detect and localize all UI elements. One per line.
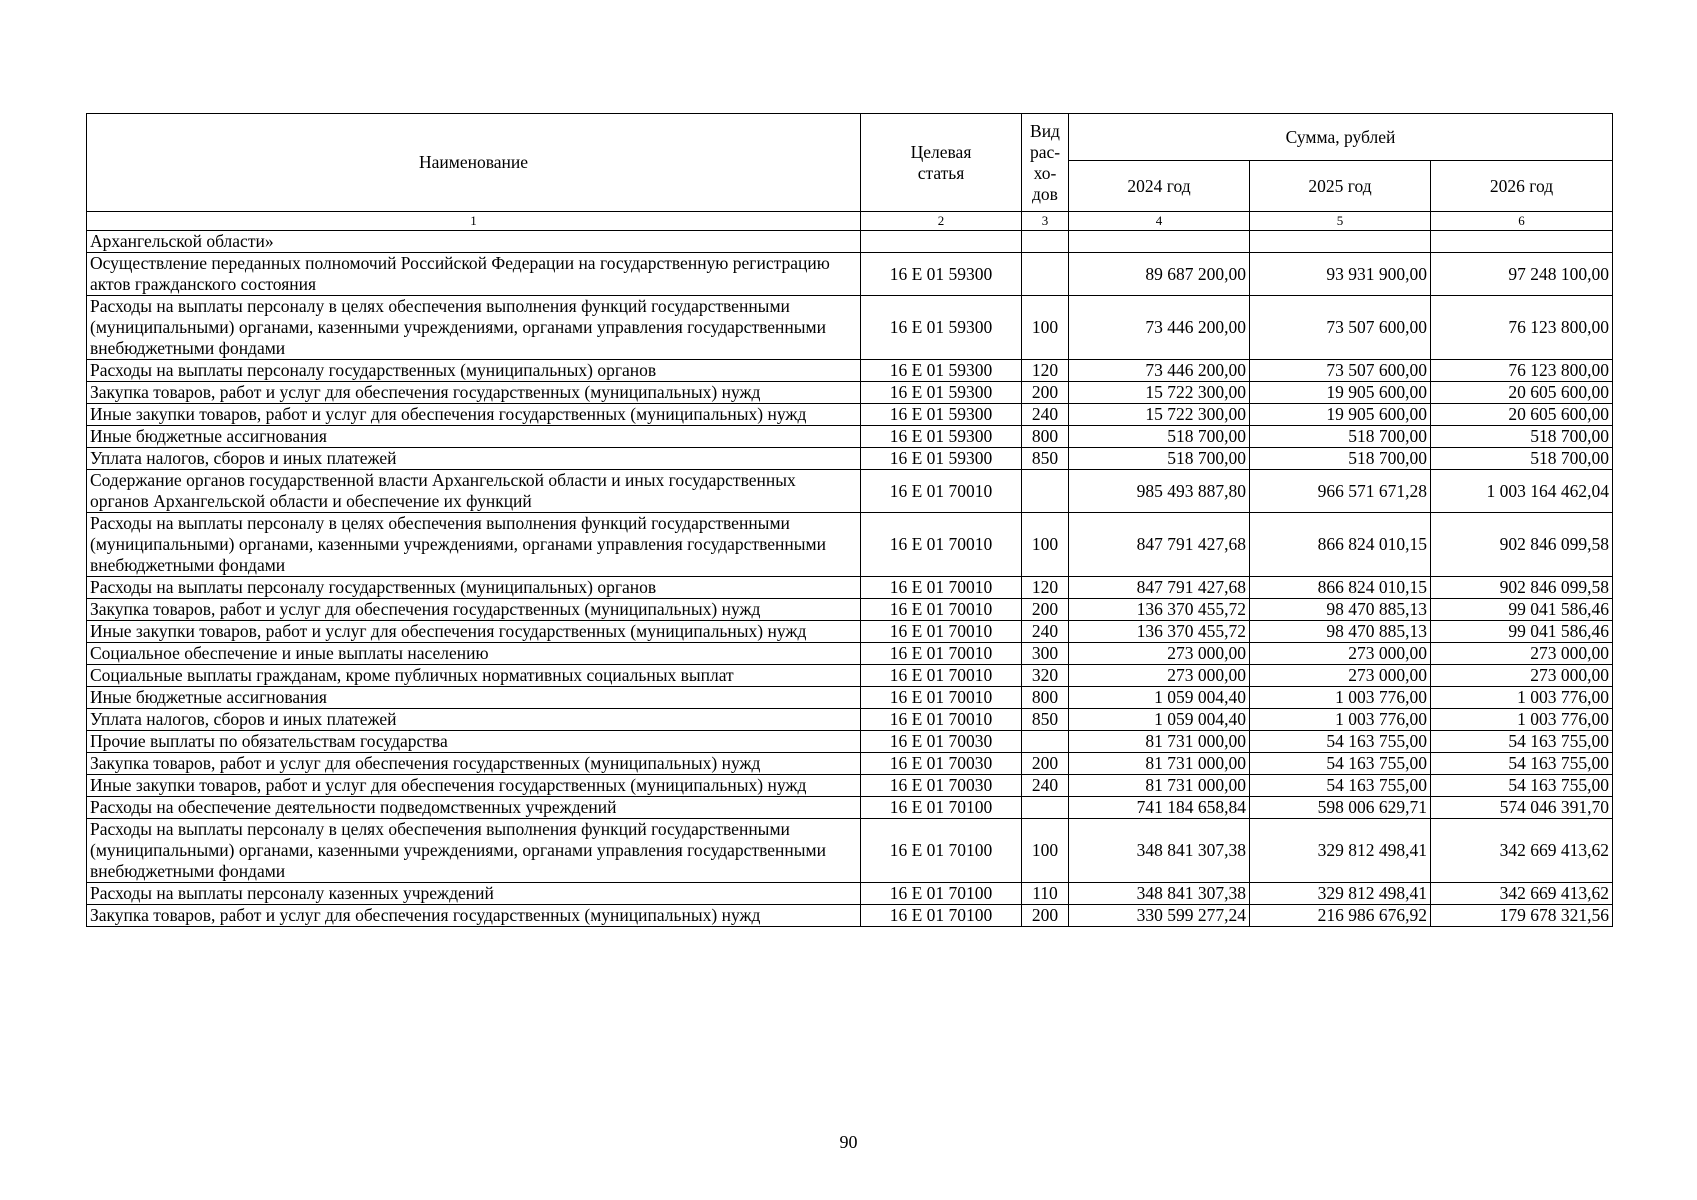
row-name: Уплата налогов, сборов и иных платежей: [87, 709, 861, 731]
table-row: [87, 753, 1613, 775]
row-name: Расходы на выплаты персоналу государственных (муниципальных) органов: [87, 360, 861, 382]
row-target-article: 16 Е 01 70100: [861, 797, 1022, 819]
row-name: Уплата налогов, сборов и иных платежей: [87, 448, 861, 470]
row-amount-2024: 273 000,00: [1069, 665, 1250, 687]
row-amount-2024: 136 370 455,72: [1069, 599, 1250, 621]
row-amount-2026: 342 669 413,62: [1431, 819, 1613, 883]
row-amount-2024: 273 000,00: [1069, 643, 1250, 665]
row-amount-2025: 329 812 498,41: [1250, 819, 1431, 883]
table-row: [87, 819, 1613, 883]
row-target-article: 16 Е 01 70030: [861, 753, 1022, 775]
row-target-article: 16 Е 01 70030: [861, 731, 1022, 753]
row-amount-2026: 518 700,00: [1431, 426, 1613, 448]
header-target-article: [861, 114, 1022, 212]
row-expense-type: 100: [1022, 513, 1069, 577]
row-amount-2025: 273 000,00: [1250, 665, 1431, 687]
table-row: [87, 731, 1613, 753]
row-target-article: 16 Е 01 59300: [861, 448, 1022, 470]
row-amount-2025: 54 163 755,00: [1250, 753, 1431, 775]
row-amount-2025: 273 000,00: [1250, 643, 1431, 665]
row-amount-2025: 518 700,00: [1250, 448, 1431, 470]
row-amount-2024: 847 791 427,68: [1069, 577, 1250, 599]
row-target-article: 16 Е 01 70010: [861, 687, 1022, 709]
row-target-article: 16 Е 01 70030: [861, 775, 1022, 797]
row-expense-type: 120: [1022, 577, 1069, 599]
row-target-article: 16 Е 01 70010: [861, 470, 1022, 513]
row-target-article: 16 Е 01 70100: [861, 905, 1022, 927]
row-name: Архангельской области»: [87, 231, 861, 253]
row-amount-2026: 902 846 099,58: [1431, 577, 1613, 599]
row-target-article: 16 Е 01 59300: [861, 360, 1022, 382]
row-amount-2026: 179 678 321,56: [1431, 905, 1613, 927]
row-expense-type: 110: [1022, 883, 1069, 905]
table-row: [87, 253, 1613, 296]
row-amount-2025: 54 163 755,00: [1250, 731, 1431, 753]
row-target-article: 16 Е 01 59300: [861, 426, 1022, 448]
row-amount-2025: 73 507 600,00: [1250, 296, 1431, 360]
row-amount-2024: 81 731 000,00: [1069, 753, 1250, 775]
table-row: [87, 643, 1613, 665]
row-amount-2025: 1 003 776,00: [1250, 709, 1431, 731]
header-expense-type-line4: дов: [1032, 183, 1058, 204]
column-number: 2: [861, 212, 1022, 231]
column-number: 1: [87, 212, 861, 231]
row-expense-type: [1022, 231, 1069, 253]
row-amount-2024: 73 446 200,00: [1069, 360, 1250, 382]
table-row: [87, 665, 1613, 687]
table-row: [87, 797, 1613, 819]
row-expense-type: 200: [1022, 753, 1069, 775]
row-amount-2025: 93 931 900,00: [1250, 253, 1431, 296]
row-amount-2025: 216 986 676,92: [1250, 905, 1431, 927]
row-amount-2026: 1 003 776,00: [1431, 709, 1613, 731]
row-name: Прочие выплаты по обязательствам государства: [87, 731, 861, 753]
row-amount-2026: 20 605 600,00: [1431, 382, 1613, 404]
row-expense-type: [1022, 470, 1069, 513]
row-name: Закупка товаров, работ и услуг для обеспечения государственных (муниципальных) нужд: [87, 382, 861, 404]
row-name: Расходы на выплаты персоналу казенных учреждений: [87, 883, 861, 905]
row-amount-2024: 15 722 300,00: [1069, 404, 1250, 426]
row-expense-type: 100: [1022, 296, 1069, 360]
row-amount-2026: 54 163 755,00: [1431, 731, 1613, 753]
row-target-article: 16 Е 01 59300: [861, 404, 1022, 426]
table-row: [87, 599, 1613, 621]
row-target-article: 16 Е 01 70010: [861, 621, 1022, 643]
header-target-article-line2: статья: [917, 162, 965, 183]
row-amount-2024: 847 791 427,68: [1069, 513, 1250, 577]
row-amount-2026: 99 041 586,46: [1431, 621, 1613, 643]
table-row: [87, 621, 1613, 643]
table-row: [87, 404, 1613, 426]
row-expense-type: 240: [1022, 404, 1069, 426]
header-year-2026: 2026 год: [1431, 161, 1613, 212]
column-number: 6: [1431, 212, 1613, 231]
row-amount-2024: 136 370 455,72: [1069, 621, 1250, 643]
row-target-article: 16 Е 01 70010: [861, 665, 1022, 687]
row-amount-2024: 741 184 658,84: [1069, 797, 1250, 819]
row-amount-2025: [1250, 231, 1431, 253]
row-name: Иные бюджетные ассигнования: [87, 426, 861, 448]
row-target-article: 16 Е 01 70010: [861, 577, 1022, 599]
table-body: [87, 231, 1613, 927]
table-row: [87, 360, 1613, 382]
row-target-article: 16 Е 01 70100: [861, 819, 1022, 883]
row-amount-2025: 598 006 629,71: [1250, 797, 1431, 819]
row-expense-type: 850: [1022, 709, 1069, 731]
row-name: Социальные выплаты гражданам, кроме публичных нормативных социальных выплат: [87, 665, 861, 687]
row-name: Закупка товаров, работ и услуг для обеспечения государственных (муниципальных) нужд: [87, 599, 861, 621]
row-amount-2024: 81 731 000,00: [1069, 731, 1250, 753]
row-amount-2025: 19 905 600,00: [1250, 404, 1431, 426]
row-name: Расходы на выплаты персоналу в целях обеспечения выполнения функций государственными (муниципальными) органами, казенными учреждениями, органами управления государственными внебюджетными фондами: [87, 296, 861, 360]
row-amount-2026: [1431, 231, 1613, 253]
table-row: [87, 883, 1613, 905]
row-amount-2024: 348 841 307,38: [1069, 883, 1250, 905]
row-amount-2026: 1 003 776,00: [1431, 687, 1613, 709]
row-target-article: 16 Е 01 59300: [861, 253, 1022, 296]
row-amount-2026: 54 163 755,00: [1431, 775, 1613, 797]
row-target-article: 16 Е 01 70010: [861, 709, 1022, 731]
row-amount-2025: 73 507 600,00: [1250, 360, 1431, 382]
row-amount-2024: 89 687 200,00: [1069, 253, 1250, 296]
row-expense-type: 200: [1022, 382, 1069, 404]
table-row: [87, 513, 1613, 577]
table-row: [87, 687, 1613, 709]
row-name: Иные бюджетные ассигнования: [87, 687, 861, 709]
row-amount-2026: 342 669 413,62: [1431, 883, 1613, 905]
column-number: 3: [1022, 212, 1069, 231]
column-number: 5: [1250, 212, 1431, 231]
table-row: [87, 905, 1613, 927]
table-row: [87, 231, 1613, 253]
row-amount-2025: 98 470 885,13: [1250, 621, 1431, 643]
header-expense-type: [1022, 114, 1069, 212]
row-amount-2024: 985 493 887,80: [1069, 470, 1250, 513]
row-amount-2026: 97 248 100,00: [1431, 253, 1613, 296]
header-expense-type-line2: рас-: [1029, 141, 1061, 162]
row-name: Расходы на выплаты персоналу в целях обеспечения выполнения функций государственными (муниципальными) органами, казенными учреждениями, органами управления государственными внебюджетными фондами: [87, 513, 861, 577]
row-name: Расходы на выплаты персоналу государственных (муниципальных) органов: [87, 577, 861, 599]
row-amount-2026: 76 123 800,00: [1431, 360, 1613, 382]
row-target-article: 16 Е 01 70100: [861, 883, 1022, 905]
row-amount-2024: 1 059 004,40: [1069, 687, 1250, 709]
row-amount-2026: 574 046 391,70: [1431, 797, 1613, 819]
table-row: [87, 577, 1613, 599]
row-name: Иные закупки товаров, работ и услуг для обеспечения государственных (муниципальных) нужд: [87, 404, 861, 426]
row-amount-2025: 329 812 498,41: [1250, 883, 1431, 905]
column-number-row: [87, 212, 1613, 231]
header-name: Наименование: [87, 114, 861, 212]
row-amount-2026: 20 605 600,00: [1431, 404, 1613, 426]
header-sum: Сумма, рублей: [1069, 114, 1613, 161]
row-amount-2026: 273 000,00: [1431, 643, 1613, 665]
row-expense-type: 800: [1022, 687, 1069, 709]
header-expense-type-line3: хо-: [1033, 162, 1057, 183]
row-expense-type: 800: [1022, 426, 1069, 448]
budget-table: [86, 113, 1613, 927]
row-expense-type: 300: [1022, 643, 1069, 665]
row-expense-type: 100: [1022, 819, 1069, 883]
header-expense-type-line1: Вид: [1030, 120, 1060, 141]
row-name: Социальное обеспечение и иные выплаты населению: [87, 643, 861, 665]
row-expense-type: 120: [1022, 360, 1069, 382]
column-number: 4: [1069, 212, 1250, 231]
row-amount-2025: 54 163 755,00: [1250, 775, 1431, 797]
row-expense-type: [1022, 797, 1069, 819]
row-amount-2024: 330 599 277,24: [1069, 905, 1250, 927]
row-target-article: 16 Е 01 70010: [861, 513, 1022, 577]
row-name: Расходы на выплаты персоналу в целях обеспечения выполнения функций государственными (муниципальными) органами, казенными учреждениями, органами управления государственными внебюджетными фондами: [87, 819, 861, 883]
row-amount-2026: 1 003 164 462,04: [1431, 470, 1613, 513]
table-row: [87, 775, 1613, 797]
row-amount-2024: 518 700,00: [1069, 426, 1250, 448]
row-amount-2025: 19 905 600,00: [1250, 382, 1431, 404]
page-number: 90: [839, 1132, 858, 1152]
row-expense-type: 200: [1022, 905, 1069, 927]
header-target-article-line1: Целевая: [910, 141, 972, 162]
row-amount-2025: 518 700,00: [1250, 426, 1431, 448]
row-expense-type: 320: [1022, 665, 1069, 687]
header-year-2024: 2024 год: [1069, 161, 1250, 212]
table-row: [87, 709, 1613, 731]
row-name: Иные закупки товаров, работ и услуг для обеспечения государственных (муниципальных) нужд: [87, 621, 861, 643]
row-amount-2026: 518 700,00: [1431, 448, 1613, 470]
table-row: [87, 448, 1613, 470]
row-amount-2024: 15 722 300,00: [1069, 382, 1250, 404]
row-expense-type: 850: [1022, 448, 1069, 470]
row-amount-2024: 1 059 004,40: [1069, 709, 1250, 731]
row-amount-2024: [1069, 231, 1250, 253]
row-name: Расходы на обеспечение деятельности подведомственных учреждений: [87, 797, 861, 819]
table-row: [87, 426, 1613, 448]
row-expense-type: 240: [1022, 621, 1069, 643]
table-row: [87, 296, 1613, 360]
row-amount-2025: 98 470 885,13: [1250, 599, 1431, 621]
row-name: Закупка товаров, работ и услуг для обеспечения государственных (муниципальных) нужд: [87, 753, 861, 775]
row-amount-2025: 1 003 776,00: [1250, 687, 1431, 709]
header-year-2025: 2025 год: [1250, 161, 1431, 212]
row-amount-2026: 76 123 800,00: [1431, 296, 1613, 360]
row-expense-type: 240: [1022, 775, 1069, 797]
table-row: [87, 470, 1613, 513]
row-name: Закупка товаров, работ и услуг для обеспечения государственных (муниципальных) нужд: [87, 905, 861, 927]
row-expense-type: [1022, 253, 1069, 296]
row-amount-2026: 99 041 586,46: [1431, 599, 1613, 621]
row-target-article: [861, 231, 1022, 253]
row-amount-2024: 518 700,00: [1069, 448, 1250, 470]
row-target-article: 16 Е 01 59300: [861, 296, 1022, 360]
row-amount-2025: 866 824 010,15: [1250, 513, 1431, 577]
row-name: Иные закупки товаров, работ и услуг для обеспечения государственных (муниципальных) нужд: [87, 775, 861, 797]
row-name: Осуществление переданных полномочий Российской Федерации на государственную регистрацию актов гражданского состояния: [87, 253, 861, 296]
row-expense-type: 200: [1022, 599, 1069, 621]
row-amount-2024: 73 446 200,00: [1069, 296, 1250, 360]
row-amount-2024: 348 841 307,38: [1069, 819, 1250, 883]
header-row-1: [87, 114, 1613, 161]
row-expense-type: [1022, 731, 1069, 753]
row-amount-2025: 866 824 010,15: [1250, 577, 1431, 599]
row-target-article: 16 Е 01 59300: [861, 382, 1022, 404]
row-amount-2026: 273 000,00: [1431, 665, 1613, 687]
table-row: [87, 382, 1613, 404]
row-target-article: 16 Е 01 70010: [861, 643, 1022, 665]
row-amount-2025: 966 571 671,28: [1250, 470, 1431, 513]
row-amount-2026: 902 846 099,58: [1431, 513, 1613, 577]
row-target-article: 16 Е 01 70010: [861, 599, 1022, 621]
row-name: Содержание органов государственной власти Архангельской области и иных государственных органов Архангельской области и обеспечение их функций: [87, 470, 861, 513]
row-amount-2026: 54 163 755,00: [1431, 753, 1613, 775]
row-amount-2024: 81 731 000,00: [1069, 775, 1250, 797]
